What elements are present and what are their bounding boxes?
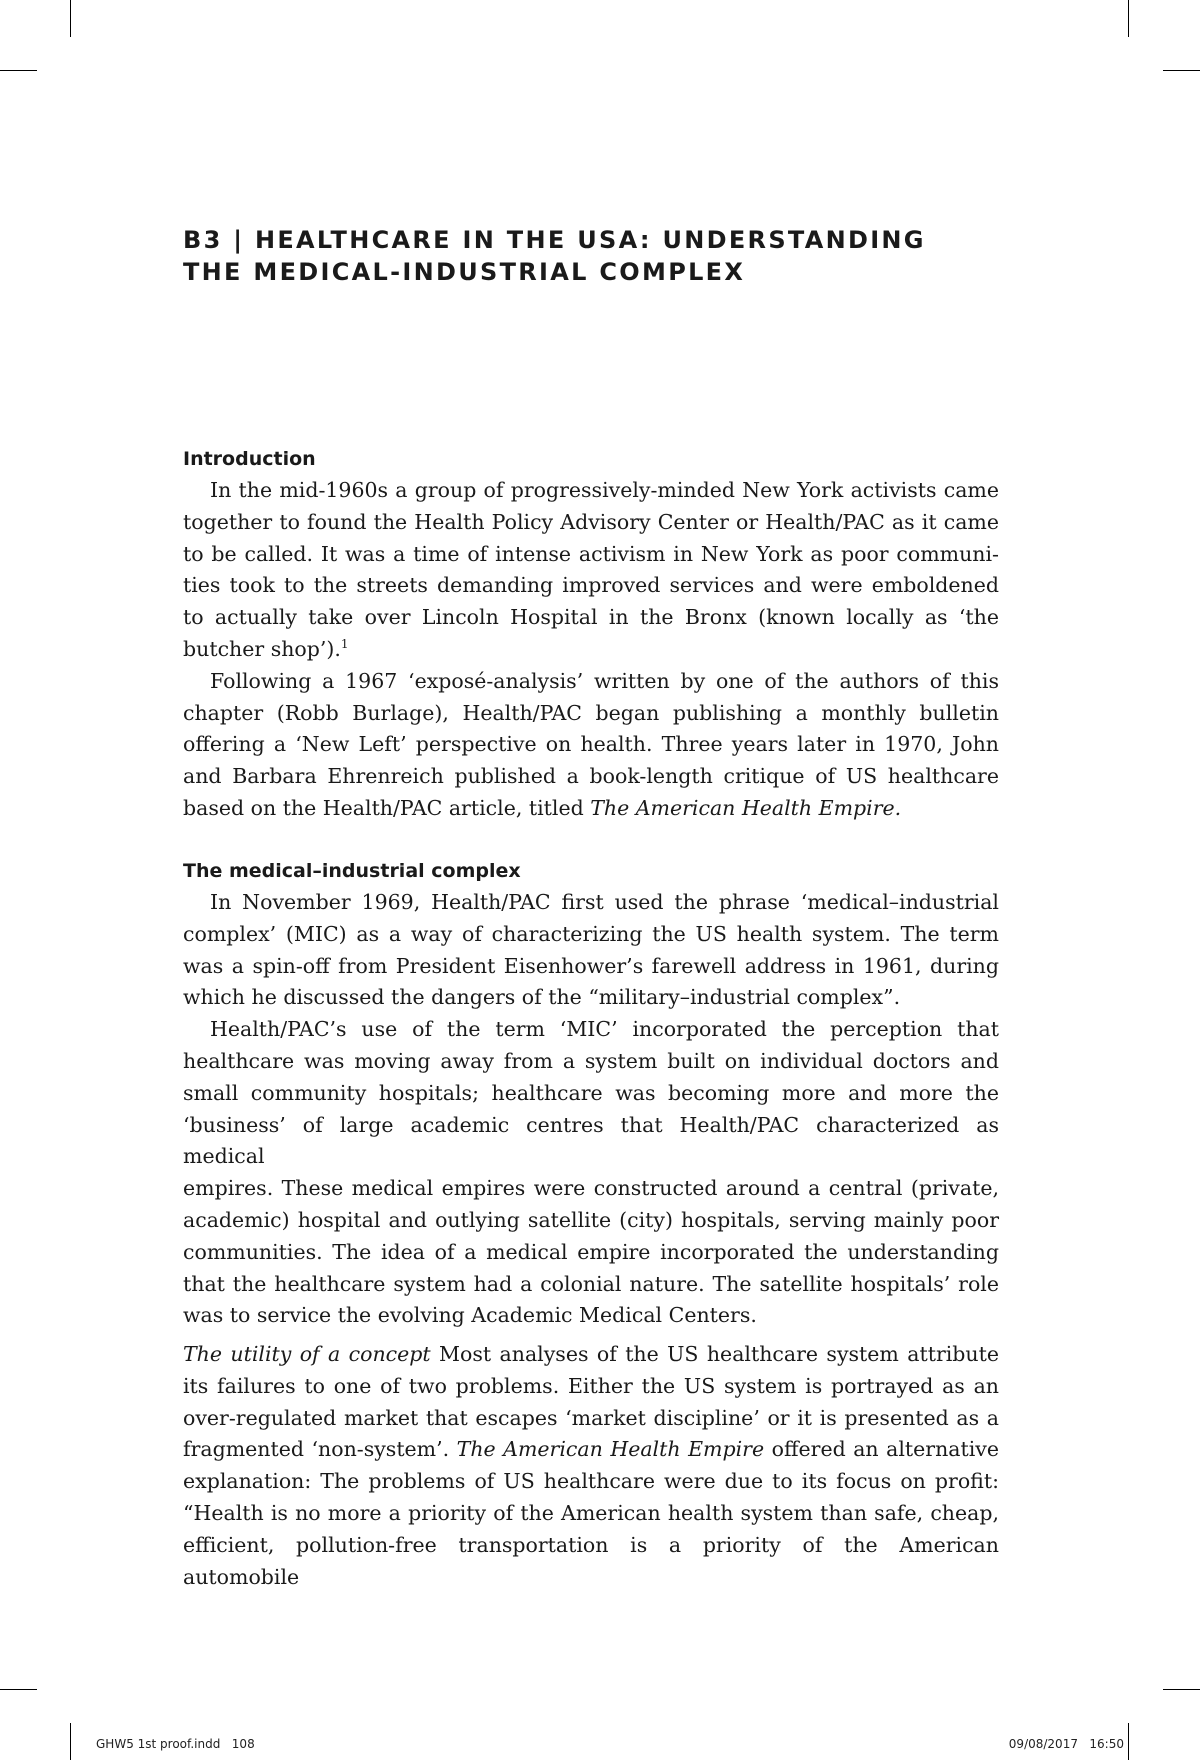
book-title: The American Health Empire. [590,795,902,820]
paragraph-line: was to service the evolving Academic Medical Centers. [183,1303,757,1328]
paragraph-line: and Barbara Ehrenreich published a book-length critique of US healthcare [183,764,999,789]
crop-mark [0,70,37,71]
paragraph-line: based on the Health/PAC article, titled The American Health Empire. [183,795,902,820]
paragraph-line: empires. These medical empires were constructed around a central (private, [183,1176,999,1201]
paragraph: In November 1969, Health/PAC first used the phrase ‘medical–industrial [210,890,999,914]
paragraph: The utility of a concept Most analyses of the US healthcare system attribute [183,1342,1000,1366]
footnote-marker: 1 [340,637,349,652]
crop-mark [0,1689,37,1690]
paragraph-line: over-regulated market that escapes ‘market discipline’ or it is presented as a [183,1405,999,1430]
mic-section [183,855,999,1332]
paragraph-line: together to found the Health Policy Advisory Center or Health/PAC as it came [183,509,999,534]
paragraph-line: chapter (Robb Burlage), Health/PAC began publishing a monthly bulletin [183,700,999,725]
slug-file-info: GHW5 1st proof.indd 108 [96,1737,255,1751]
paragraph-line: efficient, pollution-free transportation is a priority of the American automobile [183,1532,999,1589]
paragraph-line: was a spin-off from President Eisenhower’s farewell address in 1961, during [183,953,999,978]
paragraph-line: explanation: The problems of US healthcare were due to its focus on profit: [183,1469,999,1494]
chapter-title-line: B3 | HEALTHCARE IN THE USA: UNDERSTANDING [183,226,926,254]
paragraph-line: offering a ‘New Left’ perspective on health. Three years later in 1970, John [183,732,999,757]
paragraph: Following a 1967 ‘exposé-analysis’ written by one of the authors of this [210,668,999,693]
section-heading: Introduction [183,448,316,470]
crop-mark [1128,1723,1129,1760]
book-title: The American Health Empire [456,1437,765,1462]
paragraph-line: small community hospitals; healthcare was becoming more and more the [183,1080,999,1105]
paragraph: In the mid-1960s a group of progressively-minded New York activists came [210,478,999,502]
paragraph-line: ‘business’ of large academic centres that Health/PAC characterized as medical [183,1112,999,1169]
slug-timestamp: 09/08/2017 16:50 [1008,1737,1124,1751]
paragraph-line: ties took to the streets demanding improved services and were emboldened [183,573,999,598]
paragraph-line: academic) hospital and outlying satellite (city) hospitals, serving mainly poor [183,1207,999,1232]
crop-mark [70,1723,71,1760]
paragraph: Health/PAC’s use of the term ‘MIC’ incorporated the perception that [210,1017,999,1042]
chapter-title [183,224,1043,288]
chapter-title-line: THE MEDICAL-INDUSTRIAL COMPLEX [183,258,746,286]
crop-mark [1163,1689,1200,1690]
section-heading: The medical–industrial complex [183,860,521,882]
paragraph-line: to actually take over Lincoln Hospital in the Bronx (known locally as ‘the [183,605,999,630]
paragraph-line: butcher shop’).$^1$ [183,636,349,661]
paragraph-line: its failures to one of two problems. Either the US system is portrayed as an [183,1373,999,1398]
paragraph-line: “Health is no more a priority of the American health system than safe, cheap, [183,1500,999,1525]
paragraph-line: that the healthcare system had a colonial nature. The satellite hospitals’ role [183,1271,999,1296]
run-in-heading: The utility of a concept [183,1342,431,1366]
paragraph-line: fragmented ‘non-system’. The American Health Empire offered an alternative [183,1437,1000,1462]
crop-mark [1163,70,1200,71]
paragraph-line: which he discussed the dangers of the “military–industrial complex”. [183,985,901,1010]
introduction-section [183,443,999,825]
crop-mark [1128,0,1129,37]
paragraph-line: healthcare was moving away from a system built on individual doctors and [183,1048,999,1073]
paragraph-line: communities. The idea of a medical empire incorporated the understanding [183,1239,999,1264]
paragraph-line: complex’ (MIC) as a way of characterizing the US health system. The term [183,921,999,946]
utility-section [183,1339,999,1593]
crop-mark [70,0,71,37]
paragraph-line: to be called. It was a time of intense activism in New York as poor communi- [183,541,999,566]
